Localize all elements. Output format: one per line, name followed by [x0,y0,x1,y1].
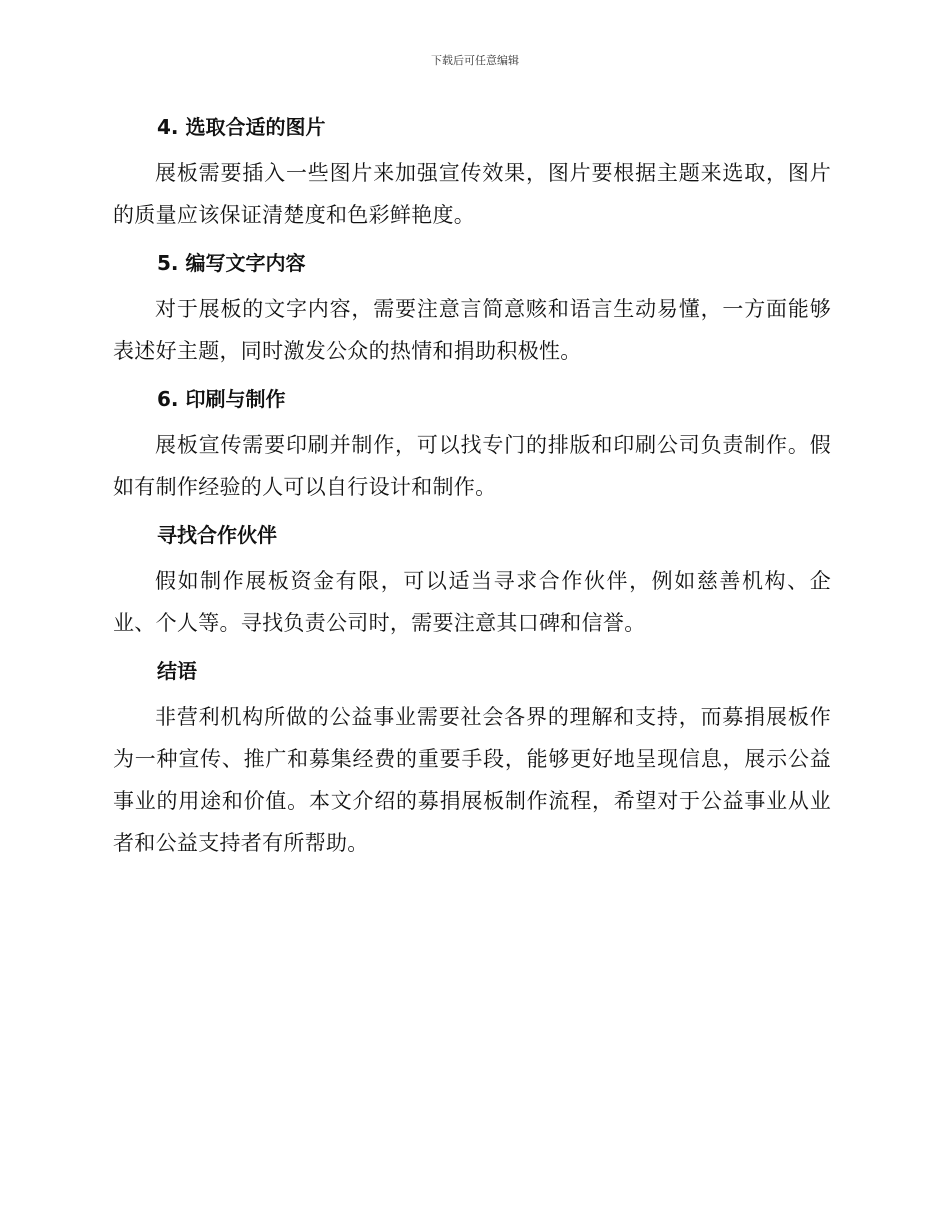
section-choose-images [113,112,831,236]
page-header: 下载后可任意编辑 [431,54,519,67]
document-body [113,112,831,876]
section-heading: 寻找合作伙伴 [157,523,277,547]
section-heading: 5. 编写文字内容 [157,251,306,275]
section-partners [113,520,831,644]
section-printing [113,384,831,508]
section-paragraph: 非营利机构所做的公益事业需要社会各界的理解和支持，而募捐展板作为一种宣传、推广和募集经费的重要手段，能够更好地呈现信息，展示公益事业的用途和价值。本文介绍的募捐展板制作流程，希望对于公益事业从业者和公益支持者有所帮助。 [113,705,831,855]
section-heading: 结语 [157,659,197,683]
section-paragraph: 展板宣传需要印刷并制作，可以找专门的排版和印刷公司负责制作。假如有制作经验的人可以自行设计和制作。 [113,433,831,499]
section-write-text [113,248,831,372]
section-heading: 6. 印刷与制作 [157,387,286,411]
section-conclusion [113,656,831,864]
section-paragraph: 假如制作展板资金有限，可以适当寻求合作伙伴，例如慈善机构、企业、个人等。寻找负责公司时，需要注意其口碑和信誉。 [113,569,831,635]
section-paragraph: 展板需要插入一些图片来加强宣传效果，图片要根据主题来选取，图片的质量应该保证清楚度和色彩鲜艳度。 [113,161,831,227]
section-paragraph: 对于展板的文字内容，需要注意言简意赅和语言生动易懂，一方面能够表述好主题，同时激发公众的热情和捐助积极性。 [113,297,831,363]
section-heading: 4. 选取合适的图片 [157,115,326,139]
